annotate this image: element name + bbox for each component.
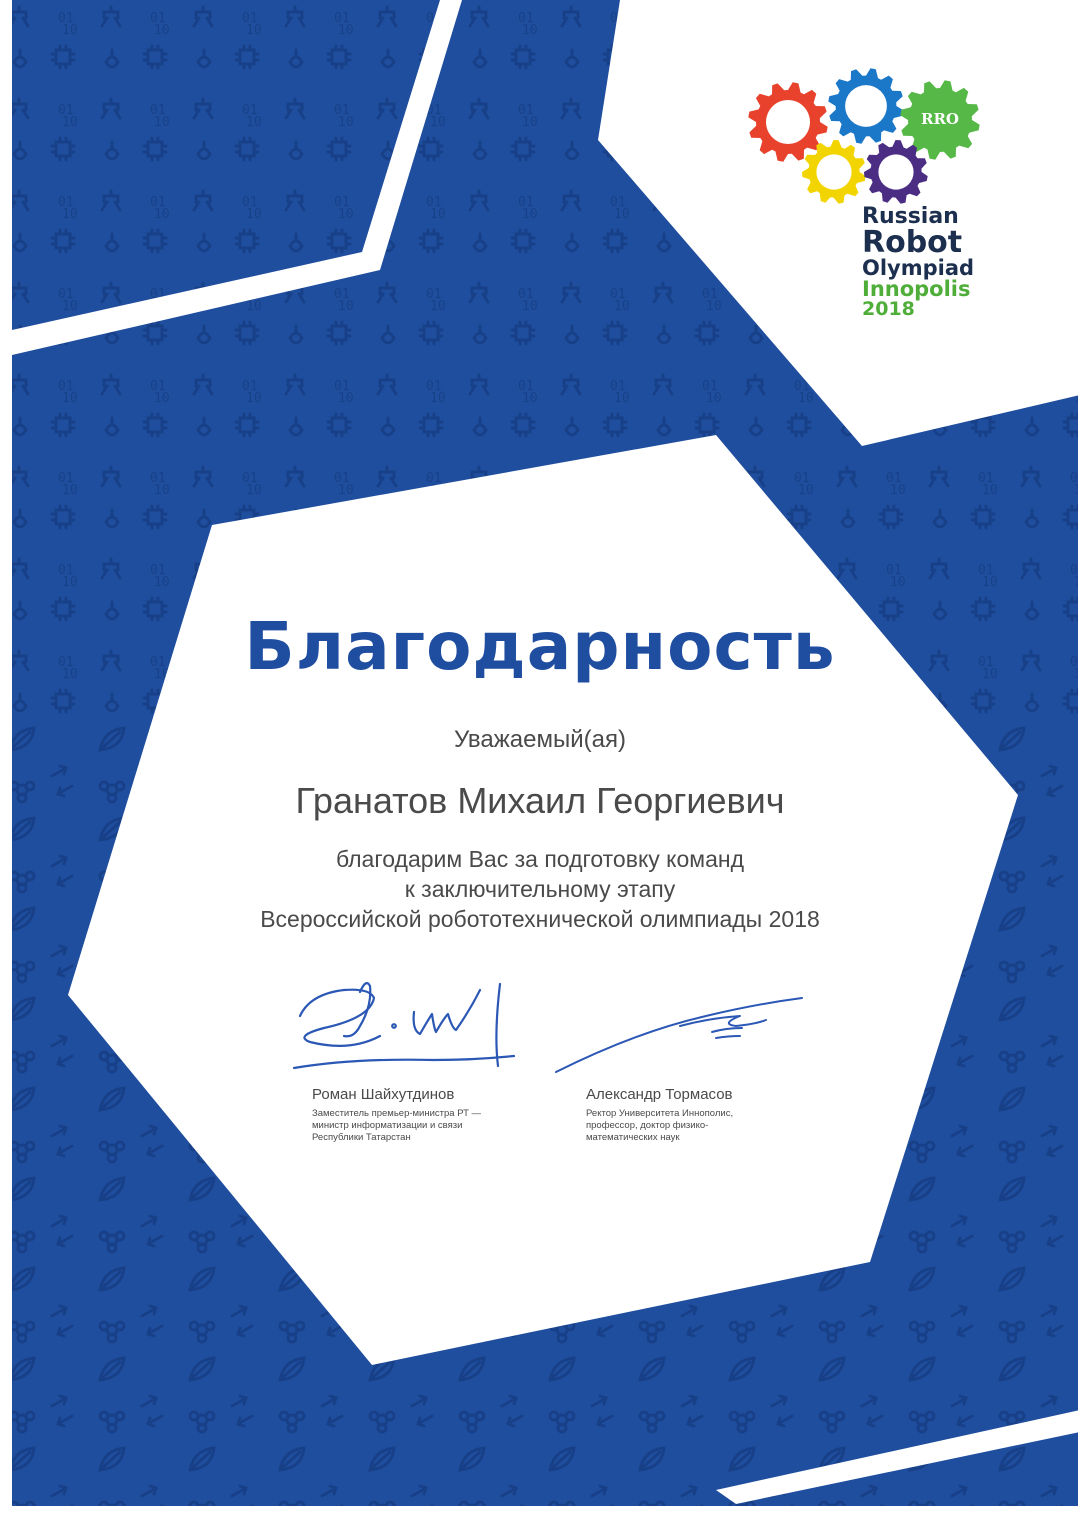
- role-line: Ректор Университета Иннополис,: [586, 1108, 734, 1119]
- yellow-gear-icon: [802, 140, 866, 204]
- certificate-title: Благодарность: [244, 608, 836, 685]
- signatory-1-role: [312, 1108, 481, 1144]
- logo-text: [862, 204, 975, 320]
- role-line: профессор, доктор физико-: [586, 1120, 709, 1131]
- role-line: Заместитель премьер-министра РТ —: [312, 1108, 482, 1119]
- logo-line-year: 2018: [862, 298, 915, 320]
- rro-logo: [744, 64, 990, 210]
- role-line: министр информатизации и связи: [312, 1120, 463, 1131]
- salutation: Уважаемый(ая): [454, 726, 626, 753]
- signature-1: [290, 972, 520, 1082]
- logo-line-russian: Russian: [862, 204, 959, 229]
- role-line: математических наук: [586, 1132, 680, 1143]
- logo-line-innopolis: Innopolis: [862, 277, 971, 301]
- logo-badge: RRO: [921, 110, 959, 128]
- message-line: к заключительному этапу: [404, 876, 676, 902]
- recipient-name: Гранатов Михаил Георгиевич: [295, 780, 785, 821]
- role-line: Республики Татарстан: [312, 1132, 411, 1143]
- red-gear-icon: [748, 82, 827, 161]
- signatory-1-name: Роман Шайхутдинов: [312, 1086, 455, 1103]
- logo-line-robot: Robot: [862, 225, 963, 260]
- message-line: Всероссийской робототехнической олимпиады 2018: [260, 906, 820, 932]
- blue-gear-icon: [828, 68, 903, 143]
- logo-line-olympiad: Olympiad: [862, 256, 975, 280]
- signatory-2-name: Александр Тормасов: [586, 1086, 733, 1103]
- signatory-2-role: [586, 1108, 733, 1144]
- message-line: благодарим Вас за подготовку команд: [336, 846, 744, 872]
- gratitude-message: [0, 844, 1080, 934]
- signature-2: [552, 992, 812, 1082]
